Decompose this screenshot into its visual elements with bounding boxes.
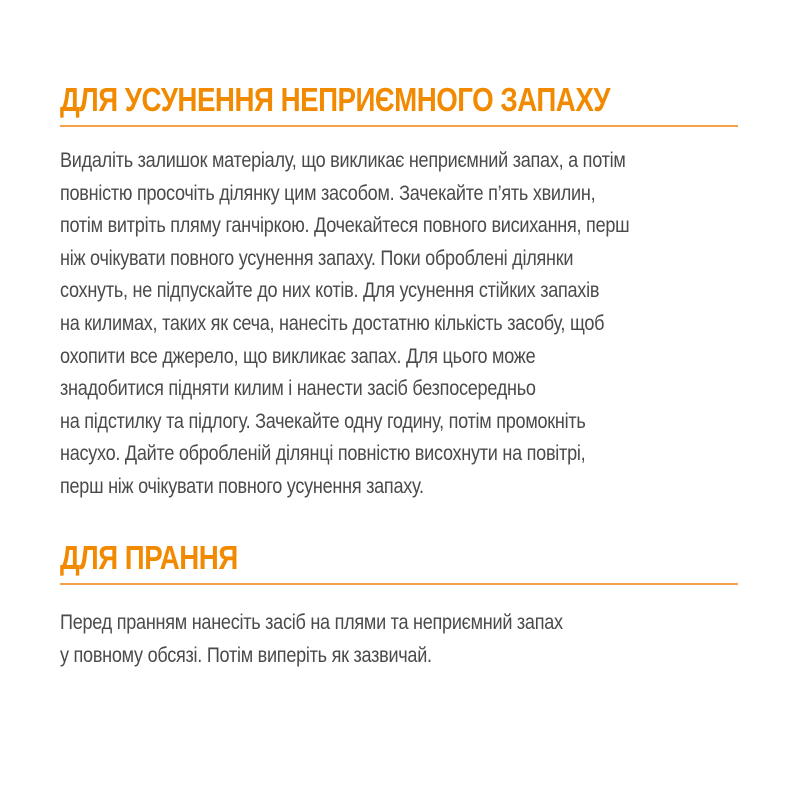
text-line: перш ніж очікувати повного усунення запаху. <box>60 474 424 498</box>
washing-text <box>60 585 738 672</box>
text-line: Видаліть залишок матеріалу, що викликає неприємний запах, а потім <box>60 149 626 172</box>
odor-removal-section <box>60 78 738 504</box>
odor-removal-heading: ДЛЯ УСУНЕННЯ НЕПРИЄМНОГО ЗАПАХУ <box>60 81 611 118</box>
text-line: потім витріть пляму ганчіркою. Дочекайтеся повного висихання, перш <box>60 214 630 238</box>
text-line: охопити все джерело, що викликає запах. Для цього може <box>60 344 536 368</box>
text-line: на підстилку та підлогу. Зачекайте одну годину, потім промокніть <box>60 409 586 433</box>
text-line: повністю просочіть ділянку цим засобом. Зачекайте п’ять хвилин, <box>60 181 596 205</box>
washing-section <box>60 536 738 672</box>
text-line: Перед пранням нанесіть засіб на плями та неприємний запах <box>60 611 563 634</box>
text-line: на килимах, таких як сеча, нанесіть достатню кількість засобу, щоб <box>60 311 605 335</box>
text-line: знадобитися підняти килим і нанести засіб безпосередньо <box>60 377 536 401</box>
odor-removal-text <box>60 127 738 504</box>
washing-heading: ДЛЯ ПРАННЯ <box>60 539 238 576</box>
text-line: у повному обсязі. Потім виперіть як зазвичай. <box>60 643 432 667</box>
text-line: насухо. Дайте обробленій ділянці повністю висохнути на повітрі, <box>60 442 586 466</box>
text-line: ніж очікувати повного усунення запаху. Поки оброблені ділянки <box>60 246 574 270</box>
text-line: сохнуть, не підпускайте до них котів. Для усунення стійких запахів <box>60 279 600 303</box>
